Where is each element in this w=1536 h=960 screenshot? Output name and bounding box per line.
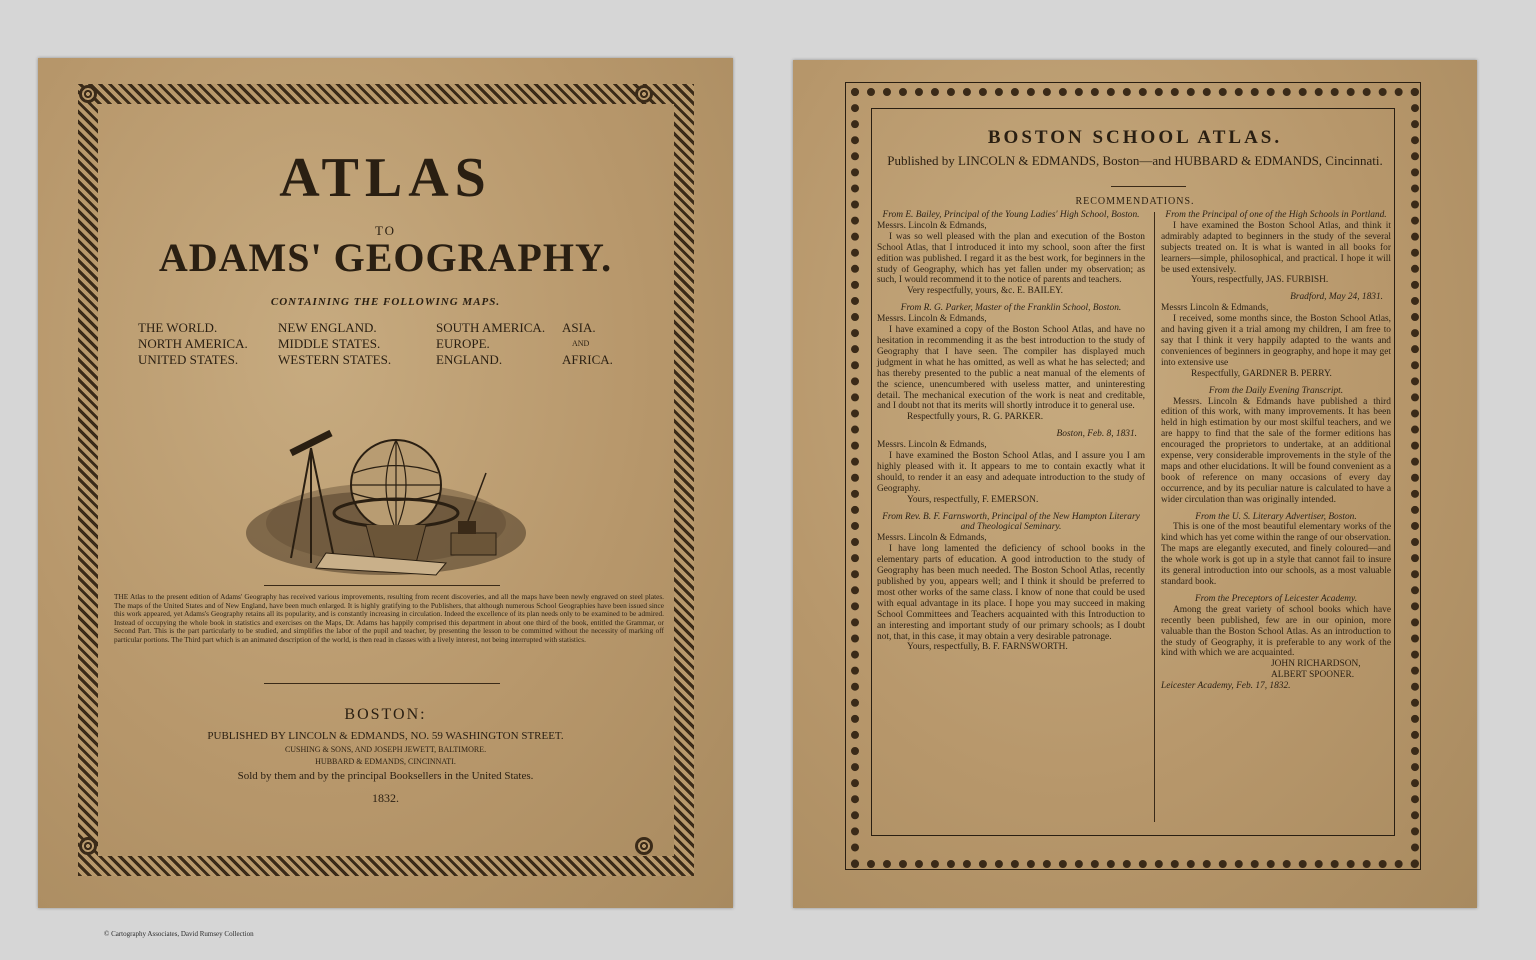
map-item: NORTH AMERICA. <box>138 336 248 351</box>
containing-heading: CONTAINING THE FOLLOWING MAPS. <box>270 296 501 308</box>
back-title: BOSTON SCHOOL ATLAS. <box>987 127 1283 148</box>
rec-body: I received, some months since, the Boston School Atlas, and having given it a trial among my children, I am free to say that I think it very happily adapted to the wants and conveniences of beginners in geography, and hope it may get into extensive use <box>1161 314 1391 368</box>
rec-heading: From the U. S. Literary Advertiser, Boston. <box>1195 511 1357 522</box>
rec-body: I have long lamented the deficiency of school books in the elementary parts of education. A good introduction to the study of Geography has been much needed. The Boston School Atlas, recently published by you, appears well; and I think it should be preferred to most other works of the same class. I know of none that could be used with equal advantage in its place. I hope you may succeed in making School Committees and Teachers acquainted with this Introduction to an interesting and important study of our primary schools; as I doubt not, that, in this case, it may obtain a very desirable patronage. <box>877 544 1145 642</box>
map-item: AND <box>572 339 590 348</box>
map-item: THE WORLD. <box>138 320 218 335</box>
imprint-baltimore: CUSHING & SONS, AND JOSEPH JEWETT, BALTIMORE. <box>284 745 487 754</box>
rec-heading: From the Daily Evening Transcript. <box>1208 385 1344 396</box>
column-divider <box>1154 212 1155 822</box>
corner-rosette-icon <box>635 85 653 103</box>
map-item: WESTERN STATES. <box>278 352 392 367</box>
map-item: UNITED STATES. <box>138 352 239 367</box>
rec-salutation: Messrs. Lincoln & Edmands, <box>877 314 987 325</box>
rec-signature: Yours, respectfully, JAS. FURBISH. <box>1191 275 1329 286</box>
back-rule <box>1111 186 1186 187</box>
rec-date: Bradford, May 24, 1831. <box>1290 292 1383 303</box>
imprint-year: 1832. <box>372 791 399 805</box>
map-item: AFRICA. <box>562 352 613 367</box>
rec-salutation: Messrs. Lincoln & Edmands, <box>877 533 987 544</box>
rec-signature: JOHN RICHARDSON, <box>1271 659 1361 670</box>
rec-heading: From E. Bailey, Principal of the Young Ladies' High School, Boston. <box>882 210 1140 220</box>
cover-title: ATLAS <box>279 147 492 209</box>
rec-signature: Respectfully, GARDNER B. PERRY. <box>1191 368 1332 379</box>
rec-heading: From Rev. B. F. Farnsworth, Principal of the New Hampton Literary and Theological Seminary. <box>882 511 1140 533</box>
imprint-city: BOSTON: <box>344 706 427 723</box>
front-cover <box>38 58 733 908</box>
rec-date: Leicester Academy, Feb. 17, 1832. <box>1161 681 1291 692</box>
imprint-sold: Sold by them and by the principal Booksellers in the United States. <box>237 770 534 782</box>
map-item: EUROPE. <box>436 336 490 351</box>
rec-body: I have examined a copy of the Boston School Atlas, and have no hesitation in recommending it as the best introduction to the study of Geography that I have seen. The compiler has displayed much judgment in what he has omitted, as well as what he has selected; and has thereby presented to the public a neat manual of the elements of the science, unencumbered with useless matter, and uninteresting detail. The mechanical execution of the work is neat and creditable, and I doubt not that its merits will shortly introduce it to general use. <box>877 325 1145 412</box>
map-item: SOUTH AMERICA. <box>436 320 546 335</box>
rec-signature: Very respectfully, yours, &c. E. BAILEY. <box>907 286 1063 297</box>
cover-subtitle: ADAMS' GEOGRAPHY. <box>158 235 613 280</box>
rule-top <box>264 585 500 586</box>
rec-signature: ALBERT SPOONER. <box>1271 670 1355 681</box>
rec-date: Boston, Feb. 8, 1831. <box>1056 429 1137 440</box>
rec-signature: Yours, respectfully, B. F. FARNSWORTH. <box>907 642 1068 653</box>
rec-salutation: Messrs. Lincoln & Edmands, <box>877 220 987 231</box>
corner-rosette-icon <box>79 837 97 855</box>
back-publisher: Published by LINCOLN & EDMANDS, Boston—and HUBBARD & EDMANDS, Cincinnati. <box>887 153 1383 168</box>
left-column <box>877 210 1145 653</box>
rec-signature: Respectfully yours, R. G. PARKER. <box>907 412 1044 423</box>
imprint-cincinnati: HUBBARD & EDMANDS, CINCINNATI. <box>315 757 456 766</box>
rec-body: I have examined the Boston School Atlas, and think it admirably adapted to beginners in the study of the several subjects treated on. It is what is wanted in all books for learners—simple, philosophical, and practical. I hope it will be used extensively. <box>1161 220 1391 275</box>
rec-body: I have examined the Boston School Atlas, and I assure you I am highly pleased with it. It appears to me to contain exactly what it should, to render it an easy and adequate introduction to the study of Geography. <box>877 451 1145 494</box>
rec-salutation: Messrs Lincoln & Edmands, <box>1161 303 1269 314</box>
rec-body: This is one of the most beautiful elementary works of the kind which has yet come within the range of our observation. The maps are elegantly executed, and finely coloured—and the whole work is got up in a style that cannot fail to insure its general introduction into our schools, as a most valuable standard book. <box>1161 522 1391 587</box>
cover-blurb: THE Atlas to the present edition of Adams' Geography has received various improvements, resulting from recent discoveries, and all the maps have been newly engraved on steel plates. The maps of the United States and of New England, have been much enlarged. It is highly gratifying to the Publishers, that although numerous School Geographies have been issued since this work appeared, yet Adams's Geography retains all its popularity, and is constantly increasing in circulation. Indeed the excellence of its plan needs only to be examined to be admired. Instead of occupying the whole book in statistics and exercises on the Maps, Dr. Adams has happily comprised this department in about one third of the book, entitled the Grammar, or Second Part. This is the part particularly to be studied, and simplifies the labor of the pupil and teacher, by presenting the lesson to be committed without the necessity of marking off particular portions. The Third part which is an animated description of the world, is then read in classes with a lively interest, not being interrupted with statistics. <box>114 592 664 644</box>
map-list <box>138 320 658 368</box>
rec-heading: From R. G. Parker, Master of the Franklin School, Boston. <box>900 303 1122 314</box>
corner-rosette-icon <box>635 837 653 855</box>
rule-bottom <box>264 683 500 684</box>
right-column <box>1161 210 1391 692</box>
map-item: ENGLAND. <box>436 352 503 367</box>
cover-to: TO <box>374 223 397 238</box>
rec-body: Among the great variety of school books which have recently been published, few are in our opinion, more valuable than the Boston School Atlas. As an introduction to the study of Geography, it is preferable to any work of the kind with which we are acquainted. <box>1161 604 1391 659</box>
map-item: NEW ENGLAND. <box>278 320 377 335</box>
rec-body: Messrs. Lincoln & Edmands have published a third edition of this work, with many improvements. It has been held in high estimation by our most skilful teachers, and we are happy to find that the sale of the former editions has encouraged the proprietors to undertake, at an additional expense, very considerable improvements in the style of the maps and other elucidations. It will be found convenient as a book of reference on many occasions of every day occurrence, and by its peculiar nature is calculated to have a wider circulation than was originally intended. <box>1161 396 1391 505</box>
rec-heading: From the Principal of one of the High Schools in Portland. <box>1165 210 1387 220</box>
rec-heading: From the Preceptors of Leicester Academy. <box>1194 593 1358 604</box>
rec-signature: Yours, respectfully, F. EMERSON. <box>907 494 1039 505</box>
corner-rosette-icon <box>79 85 97 103</box>
rec-body: I was so well pleased with the plan and execution of the Boston School Atlas, that I introduced it into my school, soon after the first edition was published. I regard it as the best work, for beginners in the study of Geography, which has yet fallen under my observation; as such, I would recommend it to the notice of parents and teachers. <box>877 231 1145 286</box>
back-cover <box>793 60 1477 908</box>
imprint-publisher: PUBLISHED BY LINCOLN & EDMANDS, NO. 59 WASHINGTON STREET. <box>207 730 564 742</box>
map-item: MIDDLE STATES. <box>278 336 381 351</box>
recommendations-heading: RECOMMENDATIONS. <box>1075 196 1195 207</box>
collection-credit: © Cartography Associates, David Rumsey Collection <box>104 930 254 938</box>
globe-telescope-engraving <box>236 413 536 588</box>
map-item: ASIA. <box>562 320 596 335</box>
rec-salutation: Messrs. Lincoln & Edmands, <box>877 440 987 451</box>
